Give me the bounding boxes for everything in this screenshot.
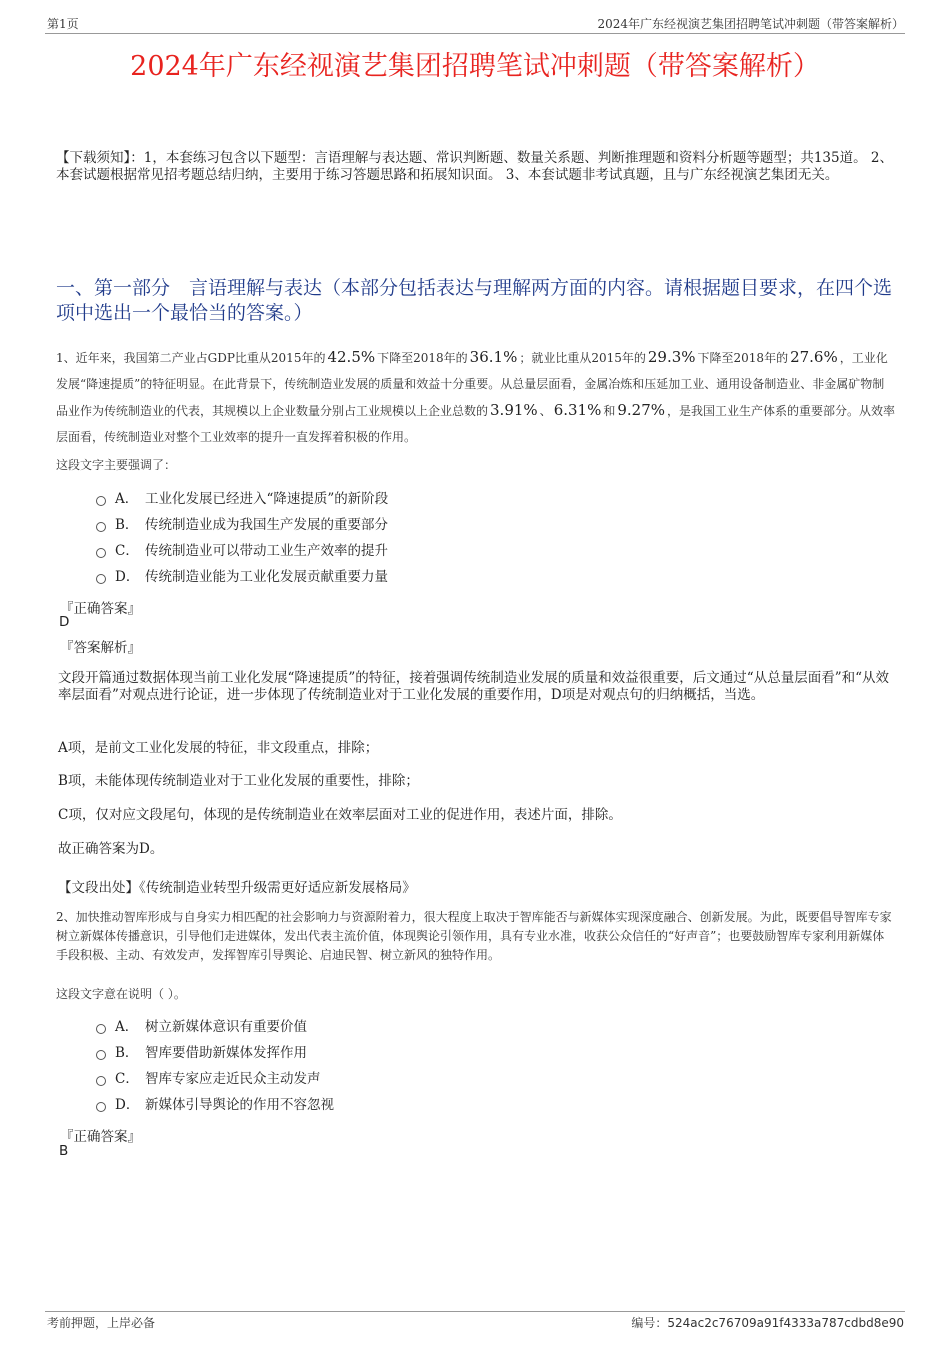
math-value: 29.3% bbox=[647, 348, 696, 366]
option-text: 传统制造业可以带动工业生产效率的提升 bbox=[145, 543, 388, 559]
running-title: 2024年广东经视演艺集团招聘笔试冲刺题（带答案解析） bbox=[597, 17, 904, 31]
passage-text: 、 bbox=[539, 404, 552, 418]
option-text: 传统制造业成为我国生产发展的重要部分 bbox=[145, 517, 388, 533]
passage-text: 1、近年来，我国第二产业占GDP比重从2015年的 bbox=[56, 351, 326, 365]
option-letter: D． bbox=[115, 569, 140, 585]
footer-divider bbox=[45, 1311, 905, 1312]
radio-icon[interactable] bbox=[96, 548, 106, 558]
footer-code bbox=[631, 1314, 904, 1331]
question-2-stem: 这段文字意在说明（ ）。 bbox=[56, 987, 186, 1001]
option-letter: C． bbox=[115, 1071, 139, 1087]
option-letter: D． bbox=[115, 1097, 140, 1113]
answer-value: D bbox=[59, 614, 70, 630]
answer-label: 『正确答案』 bbox=[60, 1129, 141, 1145]
code-label: 编号： bbox=[631, 1316, 668, 1330]
option-letter: B． bbox=[115, 1045, 139, 1061]
analysis-paragraph: 故正确答案为D。 bbox=[58, 841, 164, 857]
option-text: 树立新媒体意识有重要价值 bbox=[145, 1019, 307, 1035]
analysis-paragraph: A项，是前文工业化发展的特征，非文段重点，排除； bbox=[58, 740, 379, 756]
math-value: 42.5% bbox=[327, 348, 376, 366]
option-letter: A． bbox=[115, 1019, 139, 1035]
document-title: 2024年广东经视演艺集团招聘笔试冲刺题（带答案解析） bbox=[130, 51, 820, 82]
passage-text: ，工业化发展“降速提质”的特征明显。在此背景下，传统制造业发展的质量和效益十分重要。从总量层面看，金属冶炼和压延加工业、通用设备制造业、非金属矿物制品业作为传统制造业的代表，其规模以上企业数量分别占工业规模以上企业总数的 bbox=[56, 351, 888, 418]
passage-text: ，是我国工业生产体系的重要部分。从效率层面看，传统制造业对整个工业效率的提升一直发挥着积极的作用。 bbox=[56, 404, 896, 444]
section-heading: 一、第一部分 言语理解与表达（本部分包括表达与理解两方面的内容。请根据题目要求，在四个选项中选出一个最恰当的答案。） bbox=[56, 277, 893, 324]
math-value: 36.1% bbox=[469, 348, 518, 366]
option-b[interactable] bbox=[96, 515, 388, 535]
option-c[interactable] bbox=[96, 1069, 321, 1089]
option-letter: B． bbox=[115, 517, 139, 533]
passage-source: 【文段出处】《传统制造业转型升级需更好适应新发展格局》 bbox=[58, 880, 416, 896]
code-value: 524ac2c76709a91f4333a787cdbd8e90 bbox=[667, 1316, 904, 1330]
radio-icon[interactable] bbox=[96, 1102, 106, 1112]
passage-text: 下降至2018年的 bbox=[697, 351, 789, 365]
option-d[interactable] bbox=[96, 1095, 334, 1115]
analysis-label: 『答案解析』 bbox=[60, 640, 141, 656]
option-text: 智库要借助新媒体发挥作用 bbox=[145, 1045, 307, 1061]
option-letter: C． bbox=[115, 543, 139, 559]
radio-icon[interactable] bbox=[96, 522, 106, 532]
radio-icon[interactable] bbox=[96, 574, 106, 584]
passage-text: 下降至2018年的 bbox=[377, 351, 468, 365]
analysis-paragraph: C项，仅对应文段尾句，体现的是传统制造业在效率层面对工业的促进作用，表述片面，排除。 bbox=[58, 807, 622, 823]
page-number: 第1页 bbox=[47, 17, 79, 31]
math-value: 27.6% bbox=[790, 348, 838, 366]
option-text: 智库专家应走近民众主动发声 bbox=[145, 1071, 321, 1087]
radio-icon[interactable] bbox=[96, 1050, 106, 1060]
radio-icon[interactable] bbox=[96, 1024, 106, 1034]
question-1-passage bbox=[56, 344, 896, 450]
option-c[interactable] bbox=[96, 541, 388, 561]
option-text: 工业化发展已经进入“降速提质”的新阶段 bbox=[145, 491, 389, 507]
option-letter: A． bbox=[115, 491, 139, 507]
radio-icon[interactable] bbox=[96, 1076, 106, 1086]
question-1-stem: 这段文字主要强调了： bbox=[56, 458, 177, 472]
radio-icon[interactable] bbox=[96, 496, 106, 506]
download-notice: 【下载须知】：1，本套练习包含以下题型：言语理解与表达题、常识判断题、数量关系题、判断推理题和资料分析题等题型；共135道。 2、本套试题根据常见招考题总结归纳，主要用于练习答题思路和拓展知识面。 3、本套试题非考试真题，且与广东经视演艺集团无关。 bbox=[56, 150, 893, 183]
math-value: 3.91% bbox=[490, 401, 538, 419]
option-b[interactable] bbox=[96, 1043, 307, 1063]
option-a[interactable] bbox=[96, 1017, 307, 1037]
option-text: 新媒体引导舆论的作用不容忽视 bbox=[145, 1097, 334, 1113]
option-d[interactable] bbox=[96, 567, 388, 587]
option-text: 传统制造业能为工业化发展贡献重要力量 bbox=[145, 569, 388, 585]
answer-value: B bbox=[59, 1143, 69, 1159]
answer-label: 『正确答案』 bbox=[60, 601, 141, 617]
math-value: 6.31% bbox=[553, 401, 602, 419]
question-2-passage: 2、加快推动智库形成与自身实力相匹配的社会影响力与资源附着力，很大程度上取决于智库能否与新媒体实现深度融合、创新发展。为此，既要倡导智库专家树立新媒体传播意识，引导他们走进媒体，发出代表主流价值，体现舆论引领作用，具有专业水准，收获公众信任的“好声音”；也要鼓励智库专家利用新媒体手段积极、主动、有效发声，发挥智库引导舆论、启迪民智、树立新风的独特作用。 bbox=[56, 910, 892, 962]
header-divider bbox=[45, 33, 905, 34]
option-a[interactable] bbox=[96, 489, 388, 509]
analysis-paragraph: 文段开篇通过数据体现当前工业化发展“降速提质”的特征，接着强调传统制造业发展的质量和效益很重要，后文通过“从总量层面看”和“从效率层面看”对观点进行论证，进一步体现了传统制造业对于工业化发展的重要作用，D项是对观点句的归纳概括，当选。 bbox=[58, 670, 890, 703]
analysis-paragraph: B项，未能体现传统制造业对于工业化发展的重要性，排除； bbox=[58, 773, 419, 789]
passage-text: 和 bbox=[603, 404, 616, 418]
math-value: 9.27% bbox=[617, 401, 666, 419]
footer-slogan: 考前押题，上岸必备 bbox=[47, 1316, 156, 1330]
passage-text: ；就业比重从2015年的 bbox=[519, 351, 646, 365]
